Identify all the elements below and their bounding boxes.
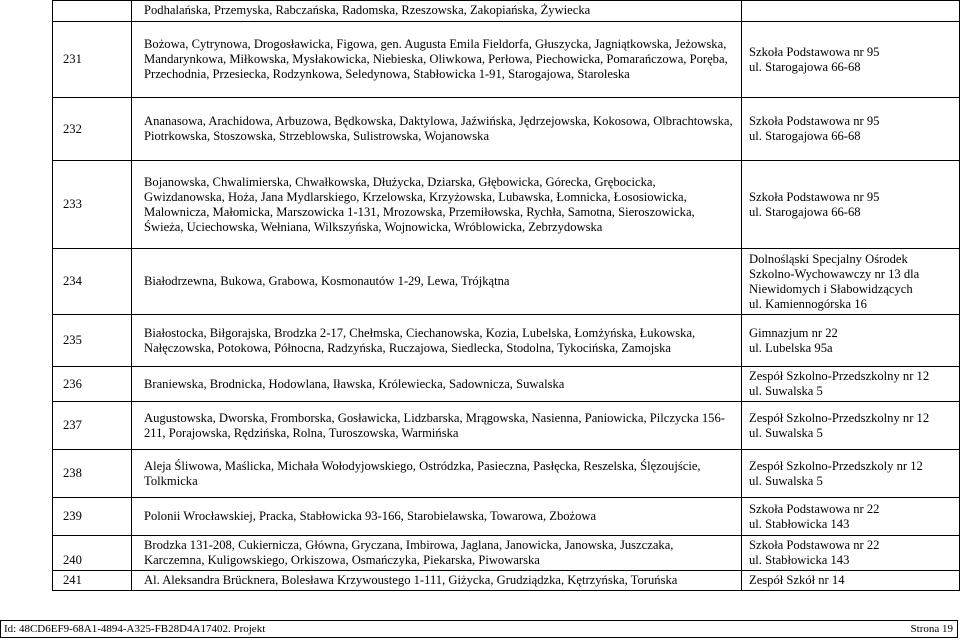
school-line: ul. Kamiennogórska 16 [749, 296, 867, 311]
school-line: Szkolno-Wychowawczy nr 13 dla [749, 266, 920, 281]
school-address [742, 22, 960, 98]
school-line: Szkoła Podstawowa nr 95 [749, 114, 880, 128]
table-row [53, 98, 960, 161]
street-list: Białostocka, Biłgorajska, Brodzka 2-17, Chełmska, Ciechanowska, Kozia, Lubelska, Łomżyńska, Łukowska, Nałęczowska, Potokowa, Północna, Radzyńska, Ruczajowa, Siedlecka, Stodolna, Tykocińska, Zamojska [132, 315, 742, 367]
school-line: Zespół Szkolno-Przedszkoly nr 12 [749, 458, 923, 473]
district-number: 241 [53, 571, 132, 591]
school-line: ul. Stabłowicka 143 [749, 553, 850, 567]
district-number: 237 [53, 402, 132, 450]
school-line: Szkoła Podstawowa nr 22 [749, 501, 880, 516]
school-address [742, 1, 960, 22]
school-address [742, 536, 960, 571]
school-address [742, 249, 960, 315]
district-number: 238 [53, 450, 132, 498]
school-line: ul. Suwalska 5 [749, 473, 823, 488]
school-line: ul. Starogajowa 66-68 [749, 204, 861, 219]
district-number: 233 [53, 161, 132, 249]
school-line: Zespół Szkół nr 14 [749, 573, 845, 587]
district-number: 239 [53, 498, 132, 536]
school-address [742, 315, 960, 367]
street-list: Białodrzewna, Bukowa, Grabowa, Kosmonautów 1-29, Lewa, Trójkątna [132, 249, 742, 315]
table-row [53, 498, 960, 536]
document-page [52, 0, 960, 591]
school-line: ul. Starogajowa 66-68 [749, 129, 861, 143]
district-number: 234 [53, 249, 132, 315]
district-number: 240 [53, 536, 132, 571]
street-list: Ananasowa, Arachidowa, Arbuzowa, Będkowska, Daktylowa, Jaźwińska, Jędrzejowska, Kokosowa, Olbrachtowska, Piotrkowska, Stoszowska, Strzeblowska, Sulistrowska, Wojanowska [132, 98, 742, 161]
school-line: Dolnośląski Specjalny Ośrodek [749, 251, 908, 266]
table-row [53, 536, 960, 571]
school-line: Szkoła Podstawowa nr 95 [749, 44, 880, 59]
school-address [742, 402, 960, 450]
street-list: Bojanowska, Chwalimierska, Chwałkowska, Dłużycka, Dziarska, Głębowicka, Górecka, Grębocicka, Gwizdanowska, Hoża, Jana Mydlarskiego, Krzelowska, Krzyżowska, Lubawska, Łomnicka, Łososiowicka, Malownicza, Małomicka, Marszowicka 1-131, Mrozowska, Przemiłowska, Rychła, Samotna, Sieroszowicka, Świeża, Uciechowska, Wełniana, Wilkszyńska, Wojnowicka, Wróblowicka, Zebrzydowska [132, 161, 742, 249]
table-row [53, 450, 960, 498]
school-line: Niewidomych i Słabowidzących [749, 281, 913, 296]
table-row [53, 1, 960, 22]
school-line: Zespół Szkolno-Przedszkolny nr 12 [749, 369, 930, 383]
district-number [53, 1, 132, 22]
street-list: Polonii Wrocławskiej, Pracka, Stabłowicka 93-166, Starobielawska, Towarowa, Zbożowa [132, 498, 742, 536]
school-address [742, 98, 960, 161]
school-line: Szkoła Podstawowa nr 95 [749, 189, 880, 204]
table-row [53, 161, 960, 249]
school-line: ul. Lubelska 95a [749, 340, 833, 355]
school-line: ul. Suwalska 5 [749, 384, 823, 398]
table-row [53, 367, 960, 402]
table-row [53, 402, 960, 450]
school-line: ul. Starogajowa 66-68 [749, 59, 861, 74]
street-list: Aleja Śliwowa, Maślicka, Michała Wołodyjowskiego, Ostródzka, Pasieczna, Pasłęcka, Reszelska, Ślęzoujście, Tolkmicka [132, 450, 742, 498]
district-number: 236 [53, 367, 132, 402]
school-line: Szkoła Podstawowa nr 22 [749, 538, 880, 552]
street-list: Augustowska, Dworska, Fromborska, Gosławicka, Lidzbarska, Mrągowska, Nasienna, Paniowicka, Pilczycka 156-211, Porajowska, Rędzińska, Rolna, Turoszowska, Warmińska [132, 402, 742, 450]
district-number: 231 [53, 22, 132, 98]
school-address [742, 450, 960, 498]
table-row [53, 315, 960, 367]
school-line: ul. Stabłowicka 143 [749, 516, 850, 531]
page-number: Strona 19 [910, 623, 953, 635]
table-row [53, 22, 960, 98]
school-line: Zespół Szkolno-Przedszkolny nr 12 [749, 410, 930, 425]
document-id: Id: 48CD6EF9-68A1-4894-A325-FB28D4A17402. Projekt [4, 623, 266, 635]
school-address [742, 161, 960, 249]
page-footer [0, 620, 958, 638]
school-line: ul. Suwalska 5 [749, 425, 823, 440]
district-number: 232 [53, 98, 132, 161]
street-list: Brodzka 131-208, Cukiernicza, Główna, Gryczana, Imbirowa, Jaglana, Janowicka, Janowska, Juszczaka, Karczemna, Kuligowskiego, Orkiszowa, Osmańczyka, Piekarska, Piwowarska [132, 536, 742, 571]
district-table [52, 0, 960, 591]
school-address [742, 571, 960, 591]
street-list: Al. Aleksandra Brücknera, Bolesława Krzywoustego 1-111, Giżycka, Grudziądzka, Kętrzyńska, Toruńska [132, 571, 742, 591]
district-number: 235 [53, 315, 132, 367]
street-list: Podhalańska, Przemyska, Rabczańska, Radomska, Rzeszowska, Zakopiańska, Żywiecka [132, 1, 742, 22]
street-list: Bożowa, Cytrynowa, Drogosławicka, Figowa, gen. Augusta Emila Fieldorfa, Głuszycka, Jagniątkowska, Jeżowska, Mandarynkowa, Miłkowska, Mysłakowicka, Niebieska, Oliwkowa, Perłowa, Piechowicka, Pomarańczowa, Poręba, Przechodnia, Przesiecka, Rodzynkowa, Seledynowa, Stabłowicka 1-91, Starogajowa, Staroleska [132, 22, 742, 98]
table-row [53, 571, 960, 591]
table-row [53, 249, 960, 315]
school-address [742, 367, 960, 402]
school-line: Gimnazjum nr 22 [749, 325, 838, 340]
street-list: Braniewska, Brodnicka, Hodowlana, Iławska, Królewiecka, Sadowniczа, Suwalska [132, 367, 742, 402]
school-address [742, 498, 960, 536]
